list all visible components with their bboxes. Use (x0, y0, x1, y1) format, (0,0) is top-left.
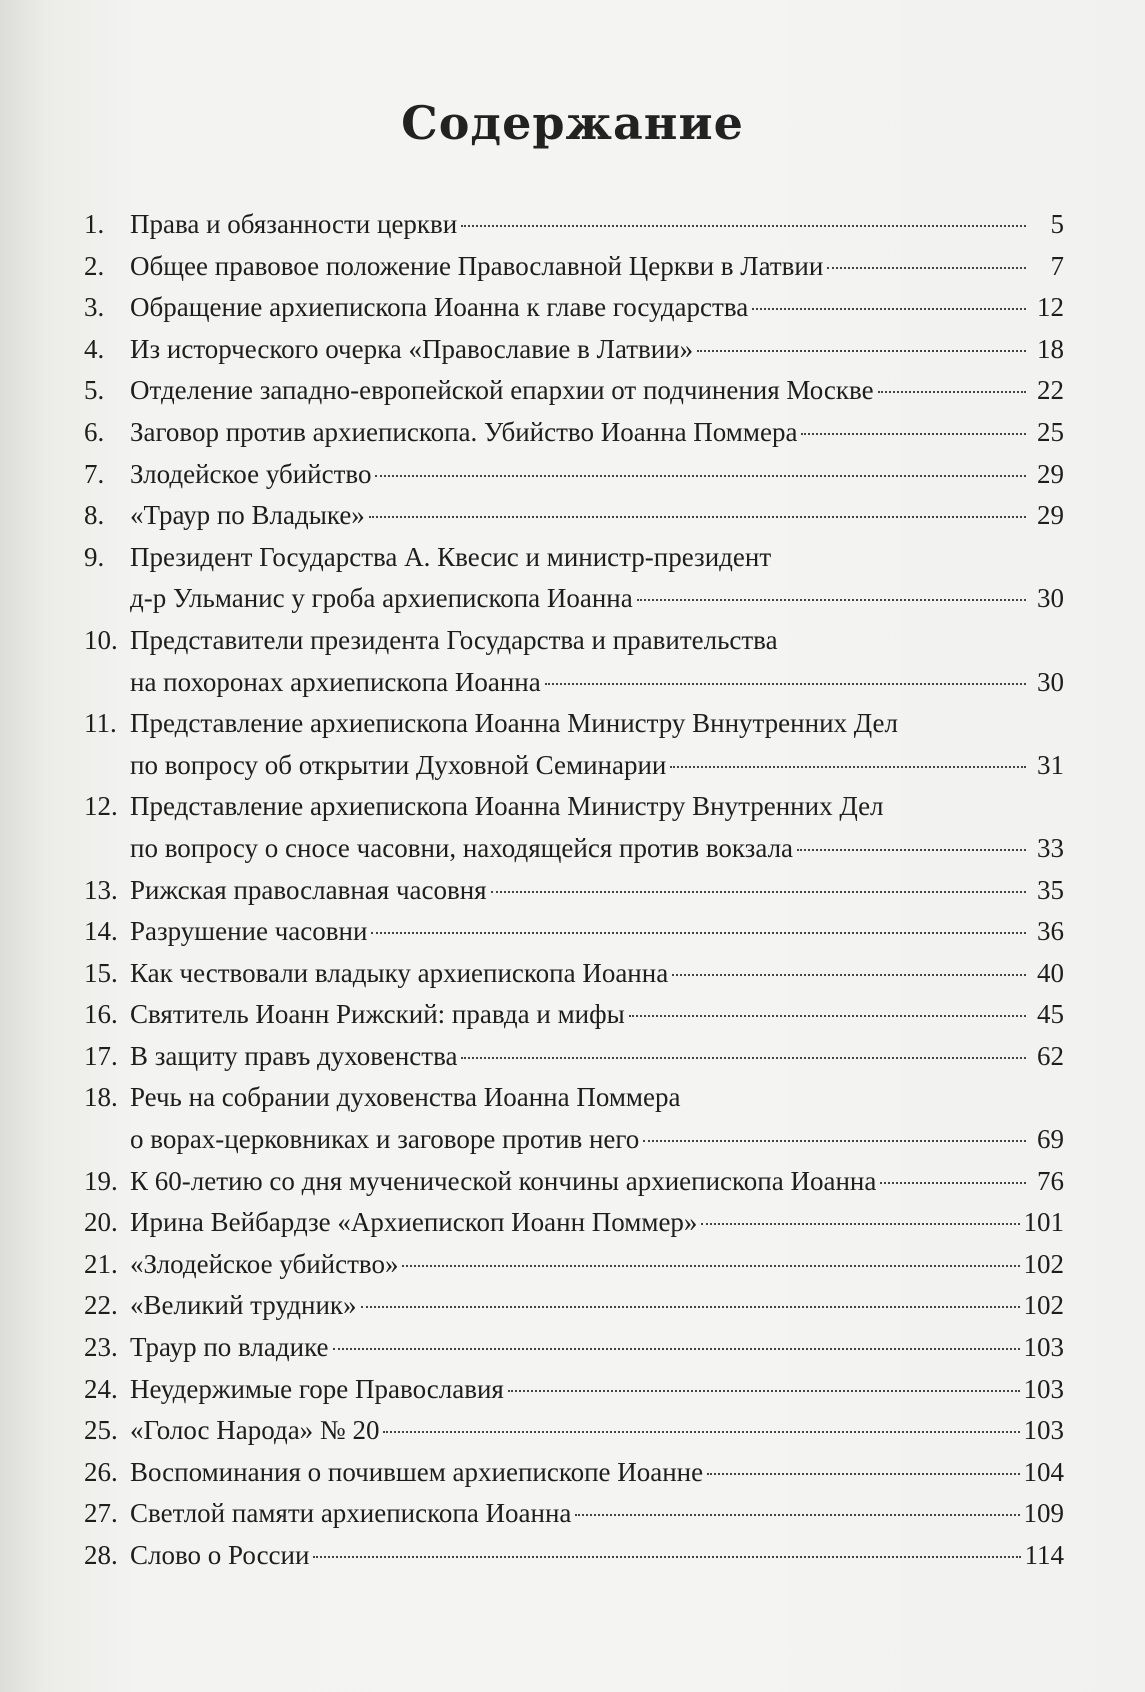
toc-entry (84, 786, 1064, 869)
toc-dot-leader (827, 267, 1026, 269)
toc-entry (84, 370, 1064, 412)
toc-page-number: 22 (1037, 375, 1064, 406)
toc-entry-line (84, 1161, 1064, 1203)
toc-dot-leader (878, 391, 1026, 393)
toc-entry-title: Слово о России (130, 1540, 310, 1570)
toc-page-number: 109 (1023, 1498, 1064, 1529)
toc-entry-line (84, 1036, 1064, 1078)
toc-entry-number: 20. (84, 1207, 118, 1238)
toc-entry (84, 1036, 1064, 1078)
toc-entry-line (84, 1202, 1064, 1244)
toc-entry-number: 18. (84, 1082, 118, 1113)
toc-entry (84, 911, 1064, 953)
toc-entry-number: 1. (84, 209, 105, 239)
toc-entry-number: 3. (84, 292, 105, 323)
toc-entry-number: 28. (84, 1540, 118, 1570)
toc-entry-number: 4. (84, 333, 105, 364)
toc-entry (84, 287, 1064, 329)
toc-page-number: 29 (1037, 500, 1064, 531)
toc-dot-leader (707, 1473, 1019, 1475)
toc-dot-leader (643, 1140, 1026, 1142)
toc-page-number: 102 (1023, 1248, 1064, 1279)
toc-page-number: 103 (1023, 1373, 1064, 1404)
toc-entry (84, 1285, 1064, 1327)
toc-entry (84, 1493, 1064, 1535)
toc-entry (84, 1244, 1064, 1286)
toc-entry-line (84, 329, 1064, 371)
toc-entry-number: 26. (84, 1456, 118, 1487)
toc-entry-title: Рижская православная часовня (130, 874, 487, 905)
toc-entry (84, 246, 1064, 288)
toc-entry-title: Траур по владике (130, 1332, 329, 1363)
toc-dot-leader (361, 1306, 1020, 1308)
toc-entry-line (84, 745, 1064, 787)
toc-page-number: 30 (1037, 666, 1064, 697)
toc-entry-number: 5. (84, 375, 105, 406)
toc-entry-number: 16. (84, 999, 118, 1030)
toc-entry-line (84, 994, 1064, 1036)
toc-entry (84, 1161, 1064, 1203)
toc-entry-number: 19. (84, 1165, 118, 1196)
toc-page-number: 25 (1037, 416, 1064, 447)
toc-page-number: 101 (1023, 1207, 1064, 1238)
toc-dot-leader (701, 1223, 1019, 1225)
toc-entry (84, 1535, 1064, 1577)
toc-entry-line (84, 1327, 1064, 1369)
toc-dot-leader (402, 1265, 1019, 1267)
toc-entry-number: 13. (84, 874, 118, 905)
toc-entry (84, 537, 1064, 620)
toc-entry-line (84, 703, 1064, 745)
toc-entry-line (84, 204, 1064, 246)
toc-entry-number: 12. (84, 791, 118, 822)
toc-entry (84, 329, 1064, 371)
toc-dot-leader (801, 433, 1026, 435)
toc-entry-title: по вопросу об открытии Духовной Семинарии (130, 749, 667, 780)
toc-entry-title: Заговор против архиепископа. Убийство Иоанна Поммера (130, 416, 798, 447)
toc-entry-line (84, 953, 1064, 995)
toc-entry-title: Общее правовое положение Православной Церкви в Латвии (130, 250, 824, 281)
toc-entry-title: «Злодейское убийство» (130, 1248, 399, 1279)
toc-page-number: 12 (1037, 292, 1064, 323)
toc-dot-leader (461, 1057, 1026, 1059)
toc-entry-line (84, 454, 1064, 496)
toc-entry (84, 412, 1064, 454)
toc-entry (84, 1369, 1064, 1411)
toc-dot-leader (333, 1348, 1020, 1350)
toc-entry-title: Представители президента Государства и правительства (130, 624, 778, 655)
toc-dot-leader (670, 766, 1026, 768)
toc-entry-title: Отделение западно-европейской епархии от подчинения Москве (130, 375, 874, 406)
toc-page-number: 33 (1037, 832, 1064, 863)
toc-dot-leader (375, 475, 1026, 477)
toc-entry-number: 14. (84, 916, 118, 947)
toc-entry-number: 22. (84, 1290, 118, 1321)
toc-entry-number: 24. (84, 1373, 118, 1404)
toc-dot-leader (371, 932, 1026, 934)
toc-entry (84, 994, 1064, 1036)
toc-entry-title: по вопросу о сносе часовни, находящейся против вокзала (130, 832, 794, 863)
toc-entry-line (84, 1119, 1064, 1161)
toc-entry (84, 870, 1064, 912)
toc-dot-leader (697, 350, 1026, 352)
toc-page-number: 104 (1023, 1456, 1064, 1487)
toc-dot-leader (629, 1015, 1026, 1017)
toc-entry-number: 6. (84, 416, 105, 447)
toc-entry-line (84, 870, 1064, 912)
toc-page-number: 62 (1037, 1040, 1064, 1071)
toc-entry-title: Ирина Вейбардзе «Архиепископ Иоанн Поммер» (130, 1207, 698, 1238)
toc-entry-line (84, 1410, 1064, 1452)
toc-page-number: 30 (1037, 583, 1064, 614)
toc-entry-line (84, 287, 1064, 329)
toc-entry-line (84, 1493, 1064, 1535)
toc-page-number: 31 (1037, 749, 1064, 780)
toc-entry-line (84, 495, 1064, 537)
toc-entry-line (84, 578, 1064, 620)
toc-dot-leader (880, 1182, 1026, 1184)
toc-entry-number: 25. (84, 1415, 118, 1446)
toc-entry-title: Святитель Иоанн Рижский: правда и мифы (130, 999, 625, 1030)
toc-entry-number: 23. (84, 1332, 118, 1363)
toc-entry-number: 27. (84, 1498, 118, 1529)
toc-entry (84, 703, 1064, 786)
toc-dot-leader (672, 974, 1026, 976)
toc-entry-title: Представление архиепископа Иоанна Министру Внутренних Дел (130, 791, 884, 822)
toc-page-number: 45 (1037, 999, 1064, 1030)
toc-entry-title: Разрушение часовни (130, 916, 368, 947)
toc-page-number: 5 (1050, 209, 1064, 239)
toc-entry-line (84, 662, 1064, 704)
toc-entry-number: 10. (84, 624, 118, 655)
toc-dot-leader (461, 225, 1026, 227)
toc-page-number: 114 (1024, 1540, 1064, 1570)
toc-entry-title: на похоронах архиепископа Иоанна (130, 666, 541, 697)
toc-entry (84, 204, 1064, 246)
toc-entry-title: В защиту правъ духовенства (130, 1040, 458, 1071)
toc-entry-line (84, 786, 1064, 828)
toc-entry-number: 2. (84, 250, 105, 281)
toc-entry-title: Президент Государства А. Квесис и министр-президент (130, 541, 772, 572)
toc-entry-title: о ворах-церковниках и заговоре против него (130, 1124, 640, 1155)
toc-entry-title: Права и обязанности церкви (130, 209, 458, 239)
toc-page-number: 35 (1037, 874, 1064, 905)
toc-entry (84, 1410, 1064, 1452)
toc-entry-title: К 60-летию со дня мученической кончины архиепископа Иоанна (130, 1165, 877, 1196)
toc-page-number: 69 (1037, 1124, 1064, 1155)
toc-page-number: 40 (1037, 957, 1064, 988)
toc-dot-leader (797, 849, 1026, 851)
toc-entry-line (84, 1244, 1064, 1286)
toc-entry-title: Воспоминания о почившем архиепископе Иоанне (130, 1456, 704, 1487)
toc-entry-title: Из исторческого очерка «Православие в Латвии» (130, 333, 694, 364)
table-of-contents (84, 204, 1064, 1577)
toc-entry-title: «Траур по Владыке» (130, 500, 365, 531)
toc-dot-leader (575, 1514, 1019, 1516)
toc-entry-title: Представление архиепископа Иоанна Министру Вннутренних Дел (130, 708, 898, 739)
toc-entry-line (84, 1535, 1064, 1577)
toc-entry-line (84, 246, 1064, 288)
toc-entry-line (84, 370, 1064, 412)
toc-dot-leader (313, 1556, 1020, 1558)
toc-page-number: 7 (1050, 250, 1064, 281)
toc-entry (84, 495, 1064, 537)
toc-dot-leader (508, 1390, 1020, 1392)
toc-page-number: 103 (1023, 1332, 1064, 1363)
toc-entry-number: 11. (84, 708, 117, 739)
toc-entry-title: «Голос Народа» № 20 (130, 1415, 380, 1446)
toc-dot-leader (752, 308, 1026, 310)
toc-entry-line (84, 828, 1064, 870)
toc-entry-line (84, 1285, 1064, 1327)
toc-entry (84, 620, 1064, 703)
page-title: Содержание (401, 96, 744, 150)
toc-entry-line (84, 412, 1064, 454)
toc-entry-title: Обращение архиепископа Иоанна к главе государства (130, 292, 749, 323)
toc-dot-leader (545, 683, 1026, 685)
toc-page-number: 29 (1037, 458, 1064, 489)
toc-dot-leader (369, 516, 1026, 518)
toc-entry-title: д-р Ульманис у гроба архиепископа Иоанна (130, 583, 633, 614)
toc-dot-leader (383, 1431, 1019, 1433)
toc-entry-number: 7. (84, 458, 105, 489)
toc-entry-line (84, 1077, 1064, 1119)
toc-entry-title: Неудержимые горе Православия (130, 1373, 504, 1404)
toc-entry-number: 15. (84, 957, 118, 988)
toc-entry (84, 1202, 1064, 1244)
toc-entry-line (84, 537, 1064, 579)
toc-entry-title: Злодейское убийство (130, 458, 372, 489)
toc-entry-number: 9. (84, 541, 105, 572)
toc-dot-leader (637, 599, 1026, 601)
toc-entry-title: Как чествовали владыку архиепископа Иоанна (130, 957, 669, 988)
toc-entry (84, 953, 1064, 995)
toc-entry-title: Светлой памяти архиепископа Иоанна (130, 1498, 572, 1529)
toc-entry-number: 8. (84, 500, 105, 531)
toc-entry-line (84, 1369, 1064, 1411)
toc-page-number: 103 (1023, 1415, 1064, 1446)
toc-entry (84, 454, 1064, 496)
toc-entry-title: Речь на собрании духовенства Иоанна Поммера (130, 1082, 681, 1113)
toc-page-number: 36 (1037, 916, 1064, 947)
toc-dot-leader (491, 891, 1026, 893)
toc-entry (84, 1452, 1064, 1494)
toc-entry-number: 17. (84, 1040, 118, 1071)
toc-page-number: 102 (1023, 1290, 1064, 1321)
toc-entry-line (84, 1452, 1064, 1494)
toc-entry-title: «Великий трудник» (130, 1290, 357, 1321)
toc-page-number: 76 (1037, 1165, 1064, 1196)
toc-entry (84, 1327, 1064, 1369)
toc-entry-line (84, 620, 1064, 662)
toc-entry-number: 21. (84, 1248, 118, 1279)
toc-entry (84, 1077, 1064, 1160)
toc-page-number: 18 (1037, 333, 1064, 364)
toc-entry-line (84, 911, 1064, 953)
